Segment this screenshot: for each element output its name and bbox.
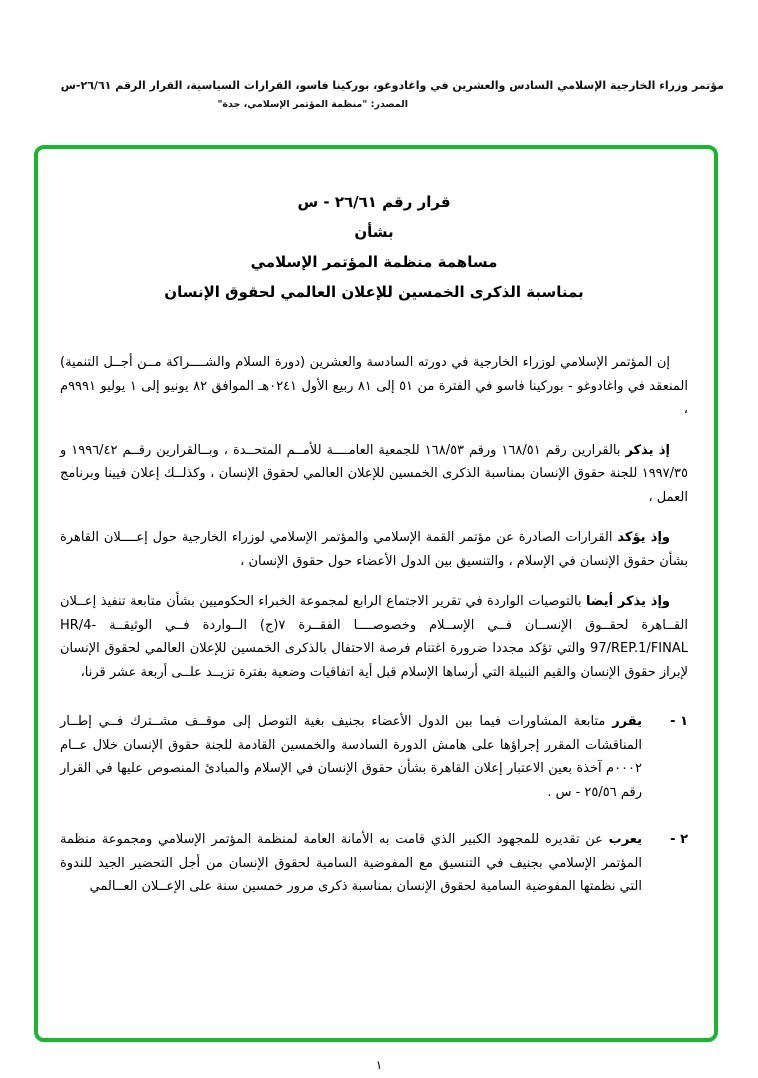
resolution-subject-line2: بمناسبة الذكرى الخمسين للإعلان العالمي لحقوق الإنسان (164, 283, 584, 301)
paragraph-text: بالتوصيات الواردة في تقرير الاجتماع الرابع لمجموعة الخبراء الحكوميين بشأن متابعة تنفيذ إعــلان القــاهرة لحقــوق الإنســان فــي الإســلام وخصوصــــا الفقــرة ٧(ج) الــواردة فــي الوثيقــة HR/4-97/REP.1/FINAL والتي تؤكد مجددا ضرورة اغتنام فرصة الاحتفال بالذكرى الخمسين للإعلان العالمي لحقوق الإنسان لإبراز حقوق الإنسان والقيم النبيلة التي أرساها الإسلام قبل أية اتفاقيات وضعية بفترة تزيــد علــى أربعة عشر قرنا، (60, 594, 688, 680)
item-body: متابعة المشاورات فيما بين الدول الأعضاء بجنيف بغية التوصل إلى موقــف مشــترك فــي إطــار المناقشات المقرر إجراؤها على هامش الدورة السادسة والخمسين القادمة للجنة حقوق الإنسان خلال عــام ٠٠٠٢م آخذة بعين الاعتبار إعلان القاهرة بشأن حقوق الإنسان في الإسلام والمبادئ المنصوص عليها في القرار رقم ٢٥/٥٦ - س . (60, 714, 642, 800)
paragraph-lead: وإذ يذكر أيضا (586, 594, 671, 609)
item-body: عن تقديره للمجهود الكبير الذي قامت به الأمانة العامة لمنظمة المؤتمر الإسلامي ومجموعة منظمة المؤتمر الإسلامي بجنيف في التنسيق مع المفوضية السامية لحقوق الإنسان من أجل التحضير الجيد للندوة التي نظمتها المفوضية السامية لحقوق الإنسان بمناسبة ذكرى مرور خمسين سنة على الإعــلان العــالمي (60, 832, 642, 894)
operative-item-2 (60, 828, 688, 899)
item-lead: يقرر (612, 714, 642, 729)
item-text (60, 828, 642, 899)
item-number: ٢ - (670, 832, 688, 847)
paragraph-lead: وإذ يؤكد (617, 530, 670, 545)
resolution-number-title: قرار رقم ٢٦/٦١ - س (297, 193, 451, 211)
resolution-green-frame (34, 145, 718, 1042)
paragraph-lead: إذ يذكر (625, 442, 670, 458)
resolution-subject-line1: مساهمة منظمة المؤتمر الإسلامي (250, 253, 498, 271)
preamble-paragraph-2 (60, 439, 688, 510)
paragraph-text: إن المؤتمر الإسلامي لوزراء الخارجية في دورته السادسة والعشرين (دورة السلام والشــــراكة مــن أجــل التنمية) المنعقد في واغادوغو - بوركينا فاسو في الفترة من ٥١ إلى ٨١ ربيع الأول ٠٢٤١هـ الموافق ٨٢ يونيو إلى ١ يوليو ٩٩٩١م ، (60, 355, 688, 417)
page-number: ١ (375, 1058, 383, 1072)
resolution-title-block (60, 187, 688, 307)
document-source-line: المصدر: "منظمة المؤتمر الإسلامي، جدة" (217, 99, 408, 110)
operative-item-1 (60, 710, 688, 804)
preamble-paragraph-1 (60, 351, 688, 422)
document-citation-line: مؤتمر وزراء الخارجية الإسلامي السادس والعشرين في واغادوغو، بوركينا فاسو، القرارات السياسية، القرار الرقم ٢٦/٦١-س (60, 79, 724, 92)
paragraph-text: بالقرارين رقم ١٦٨/٥١ ورقم ١٦٨/٥٣ للجمعية العامــــة للأمــم المتحــدة ، وبــالقرارين رقــم ١٩٩٦/٤٢ و ١٩٩٧/٣٥ للجنة حقوق الإنسان بمناسبة الذكرى الخمسين للإعلان العالمي لحقوق الإنسان ، وكذلــك إعلان فيينا وبرنامج العمل ، (60, 442, 688, 505)
item-text (60, 710, 642, 804)
preamble-paragraph-3 (60, 526, 688, 573)
preamble-paragraph-4 (60, 590, 688, 684)
paragraph-text: القرارات الصادرة عن مؤتمر القمة الإسلامي والمؤتمر الإسلامي لوزراء الخارجية حول إعــــلان القاهرة بشأن حقوق الإنسان في الإسلام ، والتنسيق بين الدول الأعضاء حول حقوق الإنسان ، (60, 530, 688, 569)
item-lead: يعرب (608, 832, 642, 847)
resolution-subject-word: بشأن (354, 223, 394, 241)
item-number: ١ - (670, 714, 688, 729)
operative-items (60, 710, 688, 899)
